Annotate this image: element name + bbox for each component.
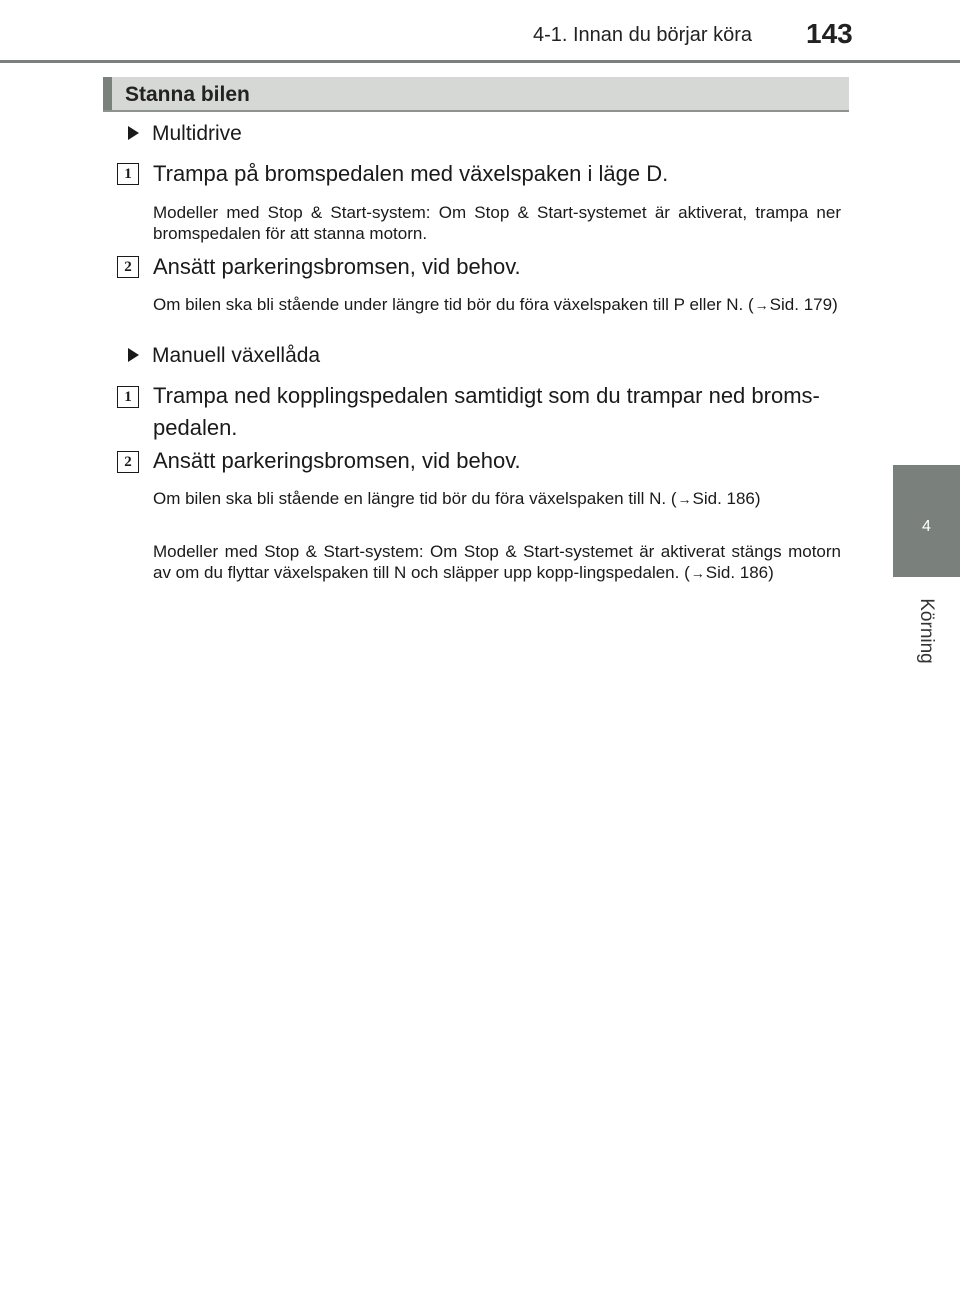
section-header (103, 77, 849, 112)
step-number-box: 2 (117, 256, 139, 278)
step-text: Ansätt parkeringsbromsen, vid behov. (153, 448, 521, 473)
page-reference[interactable]: Sid. 179 (769, 295, 833, 314)
chapter-tab-label: Körning (916, 598, 937, 664)
variant-heading-manual (128, 344, 320, 368)
step-number-box: 2 (117, 451, 139, 473)
step-note: Om bilen ska bli stående under längre tid bör du föra växelspaken till P eller N. (→Sid. 179) (153, 295, 838, 314)
step-note: Modeller med Stop & Start-system: Om Stop & Start-systemet är aktiverat stängs motorn av om du flyttar växelspaken till N och släpper upp kopp-lingspedalen. (→Sid. 186) (153, 542, 841, 582)
section-title: Stanna bilen (125, 83, 250, 106)
step-note: Modeller med Stop & Start-system: Om Stop & Start-systemet är aktiverat, trampa ner bromspedalen för att stanna motorn. (153, 203, 841, 243)
arrow-right-icon: → (677, 491, 692, 507)
chapter-tab-number: 4 (922, 518, 931, 535)
step-text: Trampa på bromspedalen med växelspaken i läge D. (153, 161, 669, 186)
variant-label: Manuell växellåda (152, 344, 321, 367)
arrow-right-icon: → (690, 565, 705, 581)
step-text: Trampa ned kopplingspedalen samtidigt som du trampar ned broms-pedalen. (153, 383, 820, 440)
section-header-bar (103, 77, 112, 110)
page-reference[interactable]: Sid. 186 (705, 563, 769, 582)
triangle-bullet-icon (128, 348, 139, 362)
triangle-bullet-icon (128, 126, 139, 140)
step-number-box: 1 (117, 386, 139, 408)
step-number-box: 1 (117, 163, 139, 185)
variant-heading-multidrive (128, 122, 242, 146)
page-reference[interactable]: Sid. 186 (692, 489, 755, 508)
page-number: 143 (806, 18, 853, 49)
running-header-title: 4-1. Innan du börjar köra (532, 24, 752, 46)
arrow-right-icon: → (754, 297, 769, 313)
step-note: Om bilen ska bli stående en längre tid bör du föra växelspaken till N. (→Sid. 186) (153, 489, 761, 508)
header-rule (0, 60, 960, 63)
variant-label: Multidrive (152, 122, 242, 145)
step-text: Ansätt parkeringsbromsen, vid behov. (153, 254, 521, 279)
